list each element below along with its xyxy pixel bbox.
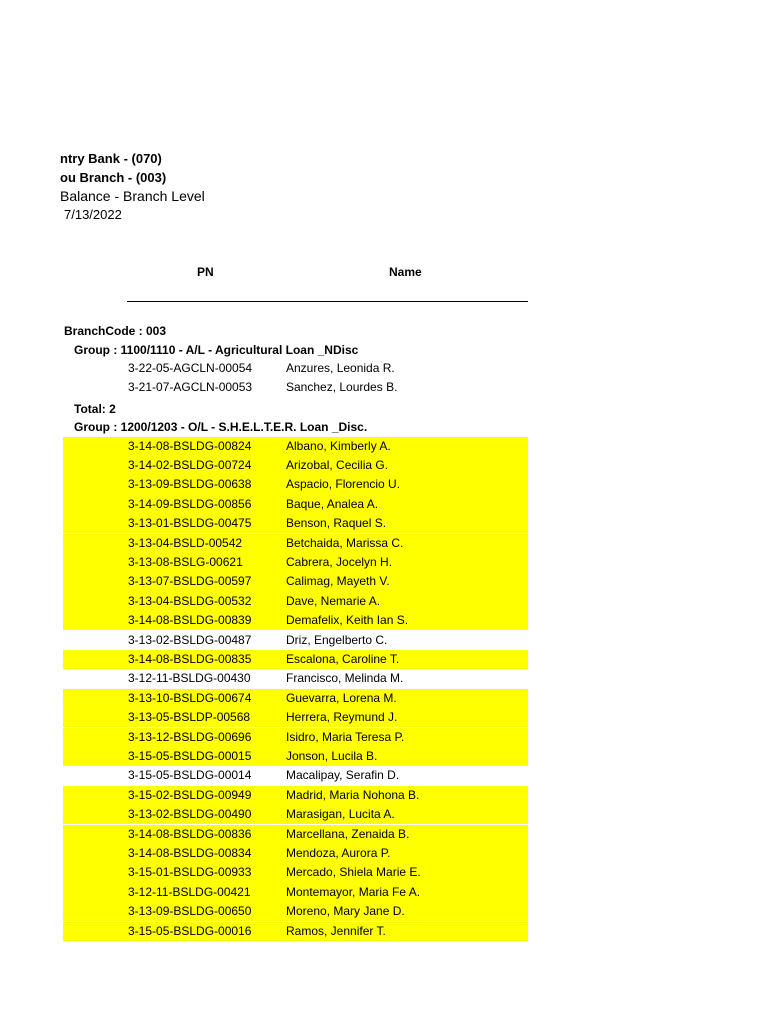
pn-cell: 3-14-08-BSLDG-00835 [128, 651, 252, 666]
table-row [63, 553, 528, 572]
name-cell: Betchaida, Marissa C. [286, 535, 404, 550]
table-row [63, 747, 528, 766]
report-title: Balance - Branch Level [60, 188, 205, 204]
pn-cell: 3-13-04-BSLDG-00532 [128, 593, 252, 608]
pn-cell: 3-13-05-BSLDP-00568 [128, 710, 251, 725]
name-cell: Demafelix, Keith Ian S. [286, 613, 409, 628]
table-row [63, 572, 528, 591]
branch-code: BranchCode : 003 [64, 324, 167, 338]
table-row [63, 708, 528, 727]
name-cell: Isidro, Maria Teresa P. [286, 729, 405, 744]
pn-cell: 3-13-04-BSLD-00542 [128, 535, 243, 550]
table-row [63, 902, 528, 921]
pn-cell: 3-13-09-BSLDG-00638 [128, 477, 252, 492]
pn-cell: 3-21-07-AGCLN-00053 [128, 380, 253, 394]
table-row [63, 378, 528, 397]
name-cell: Marasigan, Lucita A. [286, 807, 395, 822]
pn-cell: 3-15-05-BSLDG-00015 [128, 748, 252, 763]
pn-cell: 3-14-08-BSLDG-00836 [128, 826, 252, 841]
name-cell: Francisco, Melinda M. [286, 671, 404, 686]
name-cell: Macalipay, Serafin D. [286, 768, 400, 783]
table-row [63, 883, 528, 902]
name-cell: Herrera, Reymund J. [286, 710, 398, 725]
report-date: 7/13/2022 [64, 207, 122, 222]
name-cell: Anzures, Leonida R. [286, 361, 395, 375]
column-header-pn: PN [197, 265, 214, 279]
pn-cell: 3-12-11-BSLDG-00421 [128, 884, 251, 899]
pn-cell: 3-13-09-BSLDG-00650 [128, 904, 252, 919]
name-cell: Dave, Nemarie A. [286, 593, 381, 608]
table-row [63, 922, 528, 941]
name-cell: Ramos, Jennifer T. [286, 923, 386, 938]
table-row [63, 631, 528, 650]
table-row [63, 359, 528, 378]
table-row [63, 863, 528, 882]
name-cell: Jonson, Lucila B. [286, 748, 378, 763]
pn-cell: 3-13-12-BSLDG-00696 [128, 729, 252, 744]
table-row [63, 534, 528, 553]
table-row [63, 805, 528, 824]
column-header-name: Name [389, 265, 422, 279]
name-cell: Guevarra, Lorena M. [286, 690, 397, 705]
pn-cell: 3-22-05-AGCLN-00054 [128, 361, 253, 375]
table-row [63, 475, 528, 494]
pn-cell: 3-14-02-BSLDG-00724 [128, 457, 252, 472]
bank-title: ntry Bank - (070) [60, 151, 162, 166]
table-row [63, 825, 528, 844]
table-row [63, 611, 528, 630]
pn-cell: 3-14-08-BSLDG-00824 [128, 438, 252, 453]
name-cell: Baque, Analea A. [286, 496, 379, 511]
pn-cell: 3-13-10-BSLDG-00674 [128, 690, 252, 705]
pn-cell: 3-15-05-BSLDG-00014 [128, 768, 252, 783]
header-divider [127, 301, 528, 302]
name-cell: Mendoza, Aurora P. [286, 845, 391, 860]
table-row [63, 514, 528, 533]
table-row [63, 728, 528, 747]
pn-cell: 3-12-11-BSLDG-00430 [128, 671, 251, 686]
name-cell: Benson, Raquel S. [286, 516, 387, 531]
name-cell: Escalona, Caroline T. [286, 651, 400, 666]
pn-cell: 3-15-02-BSLDG-00949 [128, 787, 252, 802]
table-row [63, 669, 528, 688]
group-label: Group : 1200/1203 - O/L - S.H.E.L.T.E.R. Loan _Disc. [74, 420, 368, 434]
pn-cell: 3-14-09-BSLDG-00856 [128, 496, 252, 511]
group-total: Total: 2 [74, 402, 116, 416]
name-cell: Moreno, Mary Jane D. [286, 904, 405, 919]
table-row [63, 456, 528, 475]
table-row [63, 844, 528, 863]
name-cell: Sanchez, Lourdes B. [286, 380, 398, 394]
pn-cell: 3-14-08-BSLDG-00834 [128, 845, 252, 860]
name-cell: Montemayor, Maria Fe A. [286, 884, 421, 899]
table-row [63, 786, 528, 805]
table-row [63, 650, 528, 669]
table-row [63, 689, 528, 708]
pn-cell: 3-13-08-BSLG-00621 [128, 554, 243, 569]
name-cell: Mercado, Shiela Marie E. [286, 865, 421, 880]
table-row [63, 592, 528, 611]
pn-cell: 3-15-01-BSLDG-00933 [128, 865, 252, 880]
name-cell: Driz, Engelberto C. [286, 632, 388, 647]
name-cell: Marcellana, Zenaida B. [286, 826, 410, 841]
name-cell: Arizobal, Cecilia G. [286, 457, 389, 472]
pn-cell: 3-14-08-BSLDG-00839 [128, 613, 252, 628]
name-cell: Calimag, Mayeth V. [286, 574, 390, 589]
name-cell: Albano, Kimberly A. [286, 438, 391, 453]
table-row [63, 437, 528, 456]
table-row [63, 766, 528, 785]
name-cell: Madrid, Maria Nohona B. [286, 787, 420, 802]
branch-title: ou Branch - (003) [60, 170, 167, 185]
group-label: Group : 1100/1110 - A/L - Agricultural Loan _NDisc [74, 343, 359, 357]
pn-cell: 3-13-02-BSLDG-00490 [128, 807, 252, 822]
pn-cell: 3-13-01-BSLDG-00475 [128, 516, 252, 531]
name-cell: Cabrera, Jocelyn H. [286, 554, 393, 569]
pn-cell: 3-15-05-BSLDG-00016 [128, 923, 252, 938]
pn-cell: 3-13-07-BSLDG-00597 [128, 574, 252, 589]
pn-cell: 3-13-02-BSLDG-00487 [128, 632, 252, 647]
name-cell: Aspacio, Florencio U. [286, 477, 401, 492]
table-row [63, 495, 528, 514]
